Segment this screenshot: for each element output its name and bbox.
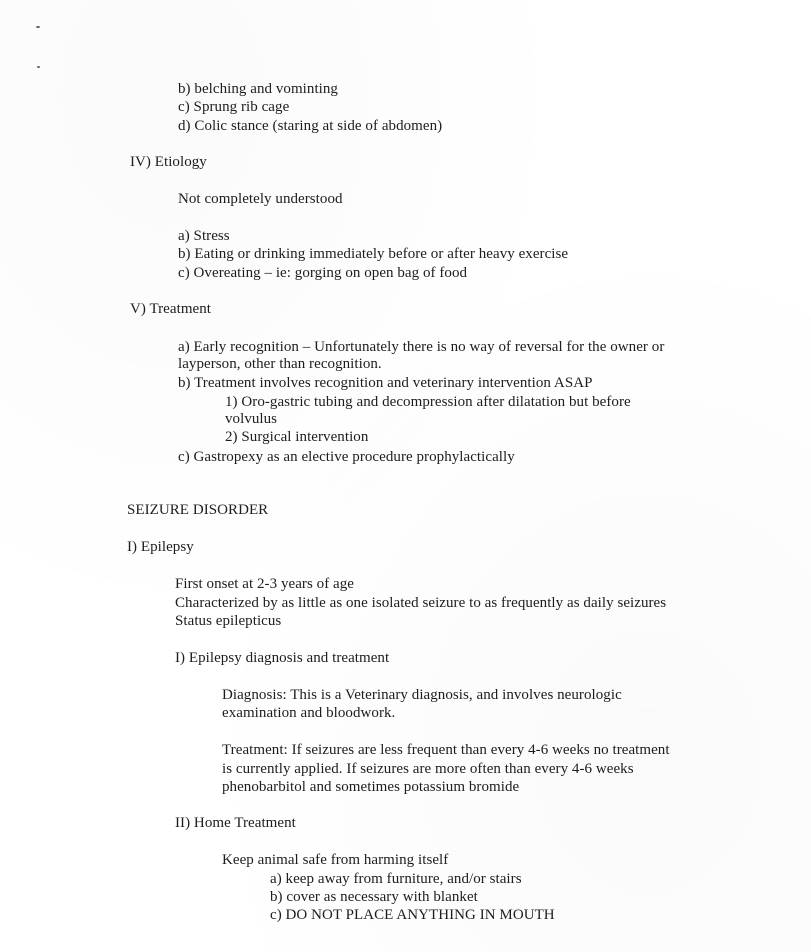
treatment-rule-continuation-2: phenobarbitol and sometimes potassium bromide xyxy=(222,779,520,795)
symptom-d-line: d) Colic stance (staring at side of abdomen) xyxy=(178,118,443,134)
diagnosis-treatment-heading: I) Epilepsy diagnosis and treatment xyxy=(175,650,390,666)
home-treatment-c-line: c) DO NOT PLACE ANYTHING IN MOUTH xyxy=(270,907,555,923)
symptom-b-line: b) belching and vominting xyxy=(178,81,338,97)
status-epilepticus-line: Status epilepticus xyxy=(175,613,282,629)
treatment-a-continuation: layperson, other than recognition. xyxy=(178,356,382,372)
etiology-c-line: c) Overeating – ie: gorging on open bag of food xyxy=(178,265,468,281)
treatment-b2-line: 2) Surgical intervention xyxy=(225,429,369,445)
diagnosis-continuation: examination and bloodwork. xyxy=(222,705,396,721)
treatment-a-line: a) Early recognition – Unfortunately there is no way of reversal for the owner or xyxy=(178,339,665,355)
home-treatment-b-line: b) cover as necessary with blanket xyxy=(270,889,478,905)
etiology-heading: IV) Etiology xyxy=(130,154,207,170)
treatment-rule-continuation-1: is currently applied. If seizures are more often than every 4-6 weeks xyxy=(222,761,634,777)
etiology-a-line: a) Stress xyxy=(178,228,230,244)
home-treatment-summary: Keep animal safe from harming itself xyxy=(222,852,449,868)
scan-speck xyxy=(37,66,40,68)
home-treatment-heading: II) Home Treatment xyxy=(175,815,296,831)
diagnosis-line: Diagnosis: This is a Veterinary diagnosis, and involves neurologic xyxy=(222,687,622,703)
epilepsy-characterized-line: Characterized by as little as one isolated seizure to as frequently as daily seizures xyxy=(175,595,667,611)
etiology-summary: Not completely understood xyxy=(178,191,343,207)
treatment-b1-continuation: volvulus xyxy=(225,411,278,427)
epilepsy-onset-line: First onset at 2-3 years of age xyxy=(175,576,355,592)
treatment-b1-line: 1) Oro-gastric tubing and decompression after dilatation but before xyxy=(225,394,631,410)
treatment-heading: V) Treatment xyxy=(130,301,212,317)
epilepsy-heading: I) Epilepsy xyxy=(127,539,194,555)
scan-speck xyxy=(36,26,40,28)
seizure-disorder-heading: SEIZURE DISORDER xyxy=(127,502,269,518)
etiology-b-line: b) Eating or drinking immediately before or after heavy exercise xyxy=(178,246,569,262)
home-treatment-a-line: a) keep away from furniture, and/or stairs xyxy=(270,871,522,887)
treatment-rule-line: Treatment: If seizures are less frequent than every 4-6 weeks no treatment xyxy=(222,742,670,758)
treatment-c-line: c) Gastropexy as an elective procedure prophylactically xyxy=(178,449,515,465)
treatment-b-line: b) Treatment involves recognition and veterinary intervention ASAP xyxy=(178,375,593,391)
symptom-c-line: c) Sprung rib cage xyxy=(178,99,290,115)
